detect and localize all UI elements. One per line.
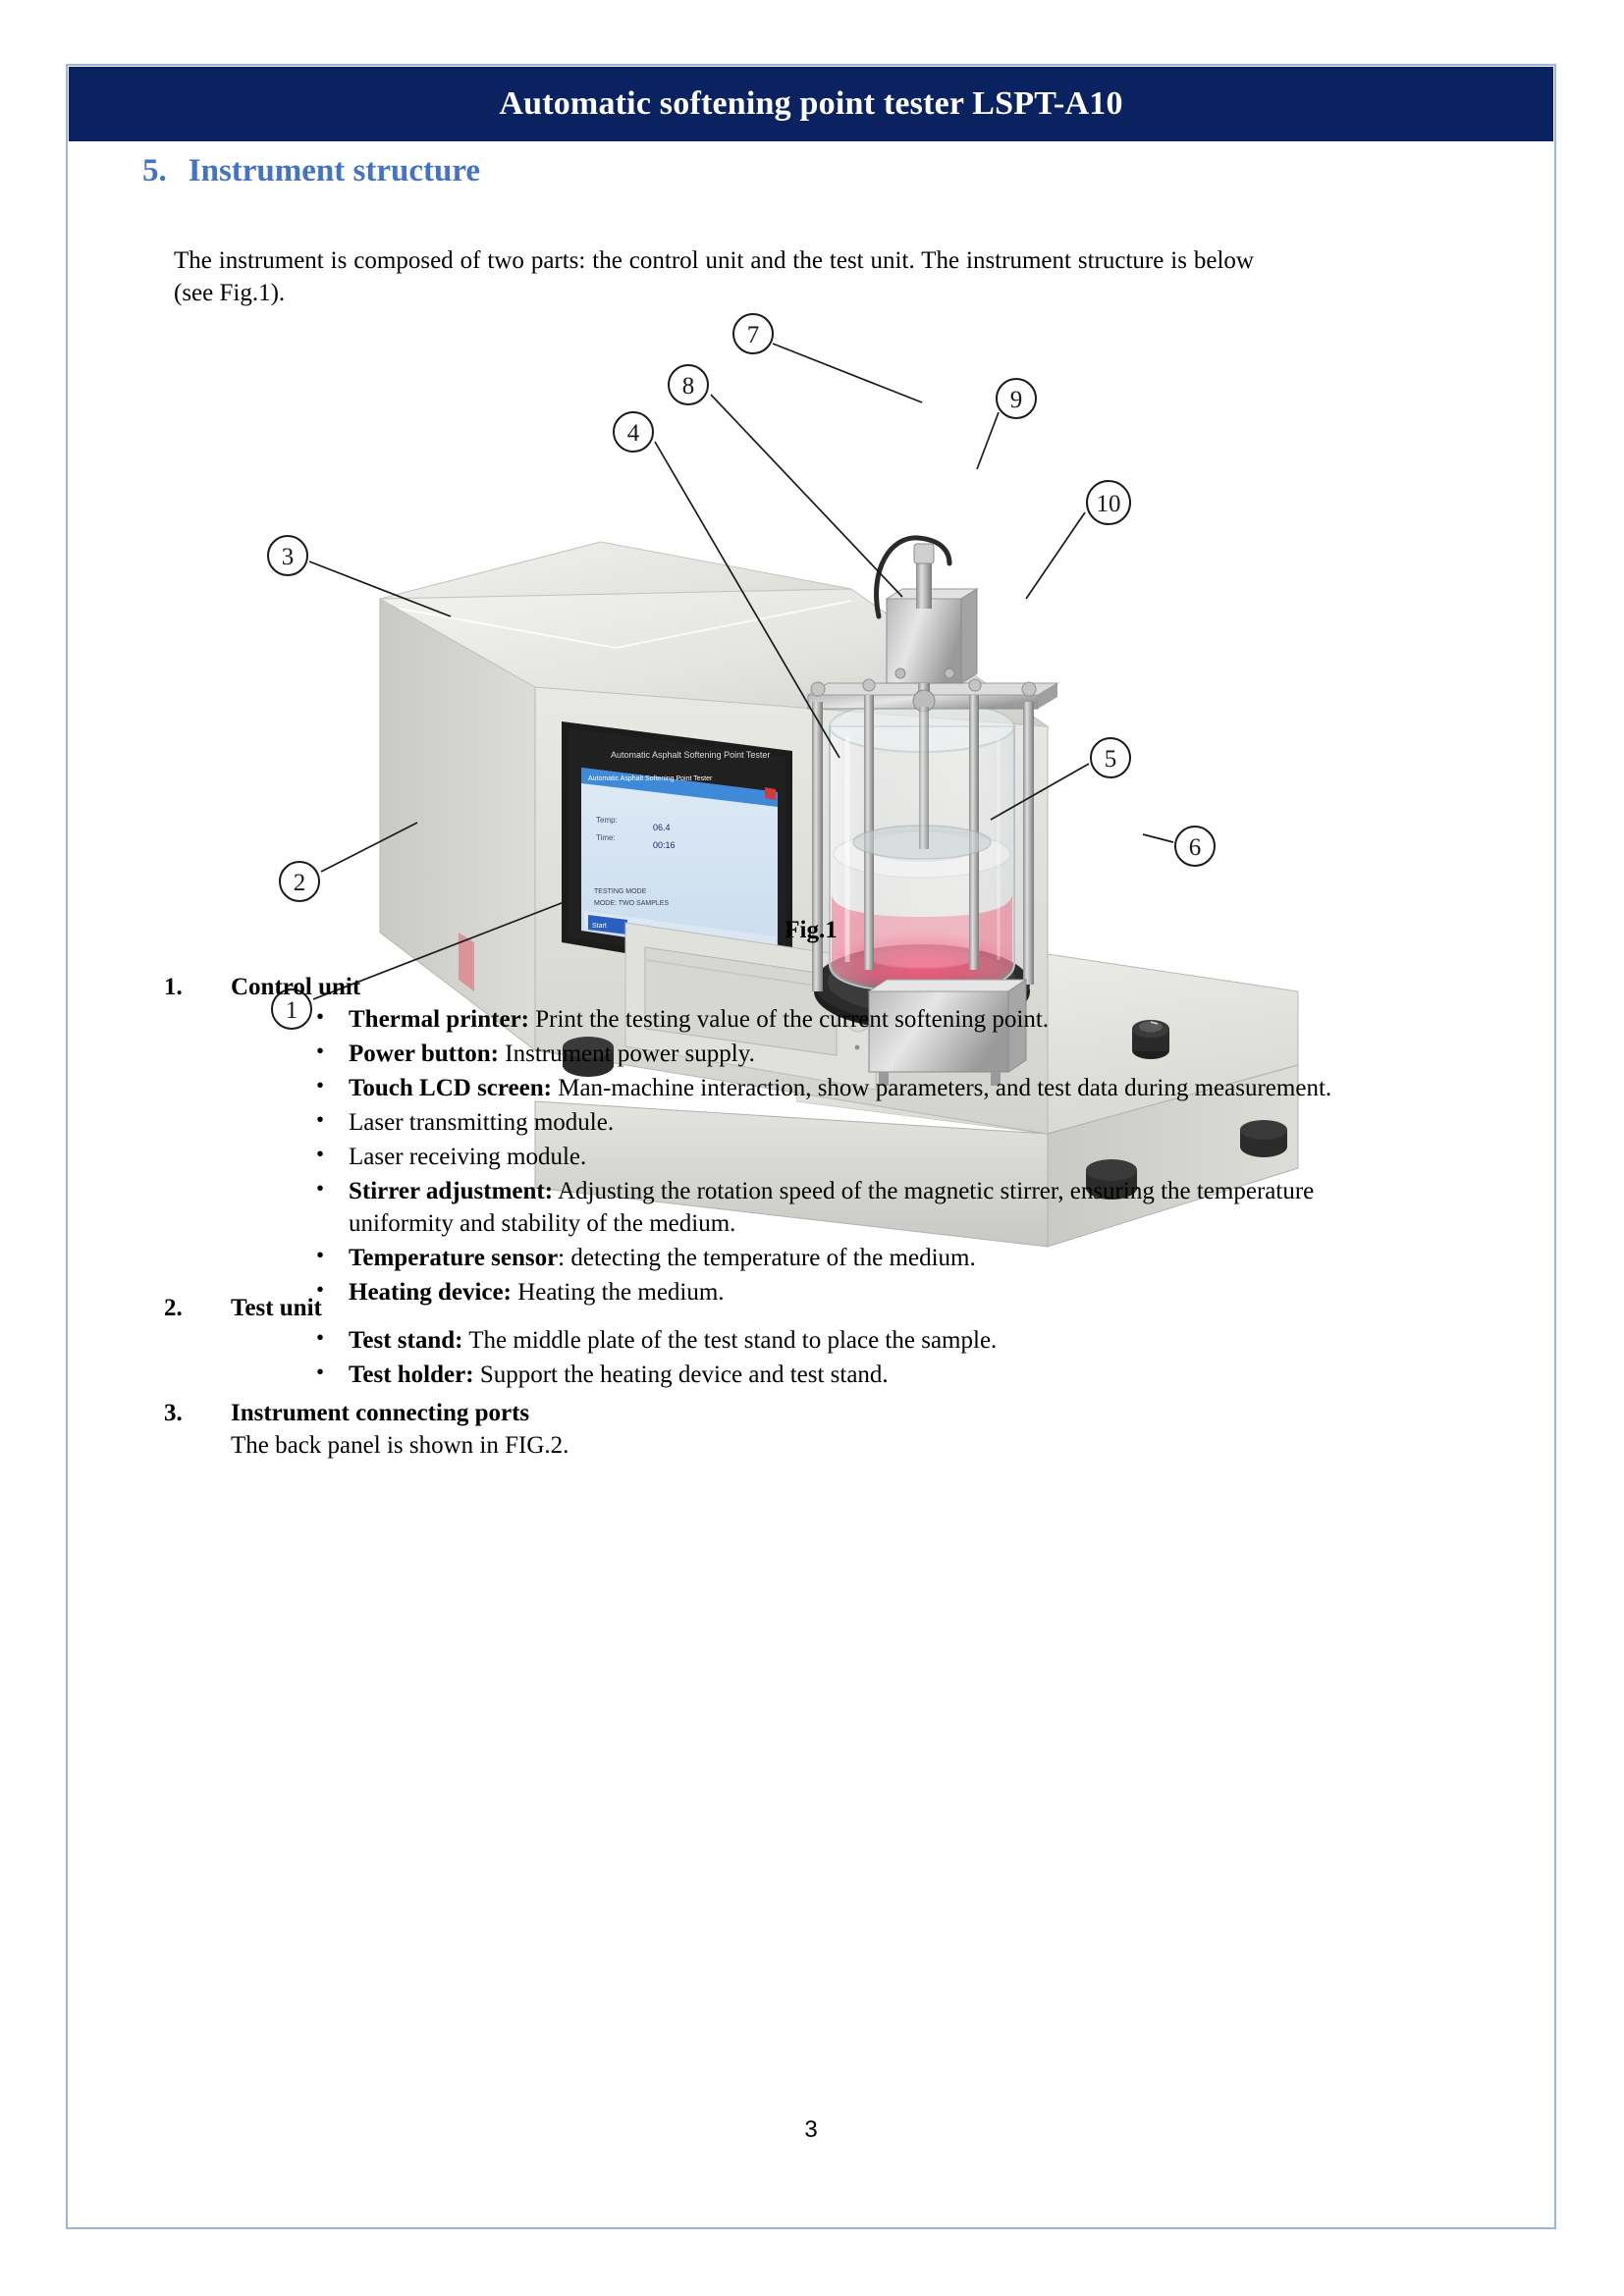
list-item-connecting-ports <box>66 1400 1372 1462</box>
svg-text:4: 4 <box>626 420 640 447</box>
svg-text:2: 2 <box>293 870 306 896</box>
bullet-term: Stirrer adjustment: <box>349 1178 554 1204</box>
bullet-test-stand <box>66 1324 1372 1357</box>
bullet-test-holder <box>66 1359 1372 1391</box>
callout-8 <box>669 365 708 404</box>
page-title: Automatic softening point tester LSPT-A10 <box>499 85 1123 122</box>
svg-text:6: 6 <box>1188 834 1202 861</box>
bullet-desc: Print the testing value of the current softening point. <box>528 1006 1050 1033</box>
svg-text:MODE: TWO SAMPLES: MODE: TWO SAMPLES <box>594 900 670 907</box>
bullet-laser-transmitting-module <box>66 1106 1372 1139</box>
document-header-bar <box>69 67 1553 141</box>
bullet-term: Power button: <box>349 1041 500 1067</box>
callout-10 <box>1087 481 1130 524</box>
bullet-desc: Heating the medium. <box>511 1279 725 1306</box>
page-number: 3 <box>804 2116 818 2143</box>
bullet-thermal-printer <box>66 1003 1372 1036</box>
bullet-desc: Man-machine interaction, show parameters, and test data during measurement. <box>551 1075 1332 1101</box>
bullet-desc: Instrument power supply. <box>499 1041 755 1067</box>
list-marker-3: 3. <box>164 1400 183 1426</box>
svg-text:3: 3 <box>281 544 295 570</box>
list-marker-1: 1. <box>164 974 183 1000</box>
svg-text:TESTING MODE: TESTING MODE <box>594 888 647 895</box>
bullet-desc: Adjusting the rotation speed of the magnetic stirrer, ensuring the temperature uniformity and stability of the medium. <box>349 1178 1315 1237</box>
intro-paragraph: The instrument is composed of two parts: the control unit and the test unit. The instrument structure is below (see Fig.1). <box>174 247 1254 306</box>
callout-3 <box>268 536 307 575</box>
callout-4 <box>614 412 653 452</box>
svg-text:Time:: Time: <box>596 833 616 842</box>
list-title-3: Instrument connecting ports <box>231 1400 530 1426</box>
bullet-list-control-unit <box>66 1003 1372 1308</box>
bullet-temperature-sensor <box>66 1242 1372 1274</box>
back-panel-note: The back panel is shown in FIG.2. <box>231 1432 569 1459</box>
callout-6 <box>1175 827 1215 866</box>
bullet-stirrer-adjustment <box>66 1175 1372 1240</box>
bullet-desc: Laser receiving module. <box>349 1144 587 1170</box>
page-content <box>66 141 1556 2229</box>
callout-9 <box>997 379 1036 418</box>
svg-text:Temp:: Temp: <box>596 816 618 825</box>
svg-text:10: 10 <box>1096 491 1121 517</box>
bullet-desc: : detecting the temperature of the medium. <box>558 1245 976 1271</box>
bullet-power-button <box>66 1038 1372 1070</box>
bullet-touch-lcd-screen <box>66 1072 1372 1104</box>
bullet-term: Heating device: <box>349 1279 512 1306</box>
callout-7 <box>733 314 773 353</box>
figure-caption: Fig.1 <box>785 917 838 943</box>
bullet-desc: The middle plate of the test stand to place the sample. <box>462 1327 998 1354</box>
svg-text:06.4: 06.4 <box>653 823 671 832</box>
bullet-term: Test holder: <box>349 1362 474 1388</box>
bullet-term: Thermal printer: <box>349 1006 529 1033</box>
bullet-term: Temperature sensor <box>349 1245 559 1271</box>
svg-text:9: 9 <box>1009 387 1023 413</box>
list-item-test-unit <box>66 1295 1372 1391</box>
section-heading <box>142 153 480 189</box>
svg-text:1: 1 <box>285 997 298 1024</box>
bullet-desc: Laser transmitting module. <box>349 1109 615 1136</box>
svg-text:Start: Start <box>592 923 607 930</box>
callout-5 <box>1091 738 1130 777</box>
bullet-term: Test stand: <box>349 1327 463 1354</box>
list-title-2: Test unit <box>231 1295 322 1321</box>
bullet-desc: Support the heating device and test stand. <box>473 1362 889 1388</box>
list-marker-2: 2. <box>164 1295 183 1321</box>
svg-text:00:16: 00:16 <box>653 840 676 850</box>
bullet-laser-receiving-module <box>66 1141 1372 1173</box>
callout-2 <box>280 862 319 901</box>
device-label-text: Automatic Asphalt Softening Point Tester <box>611 750 771 760</box>
list-title-1: Control unit <box>231 974 361 1000</box>
svg-text:5: 5 <box>1104 746 1117 773</box>
list-item-control-unit <box>66 974 1372 1308</box>
svg-text:7: 7 <box>746 322 760 348</box>
bullet-term: Touch LCD screen: <box>349 1075 552 1101</box>
bullet-list-test-unit <box>66 1324 1372 1391</box>
section-title: Instrument structure <box>188 153 481 188</box>
svg-text:8: 8 <box>681 373 695 400</box>
section-number: 5. <box>142 153 167 188</box>
svg-text:Automatic Asphalt Softening Po: Automatic Asphalt Softening Point Tester <box>588 775 713 782</box>
